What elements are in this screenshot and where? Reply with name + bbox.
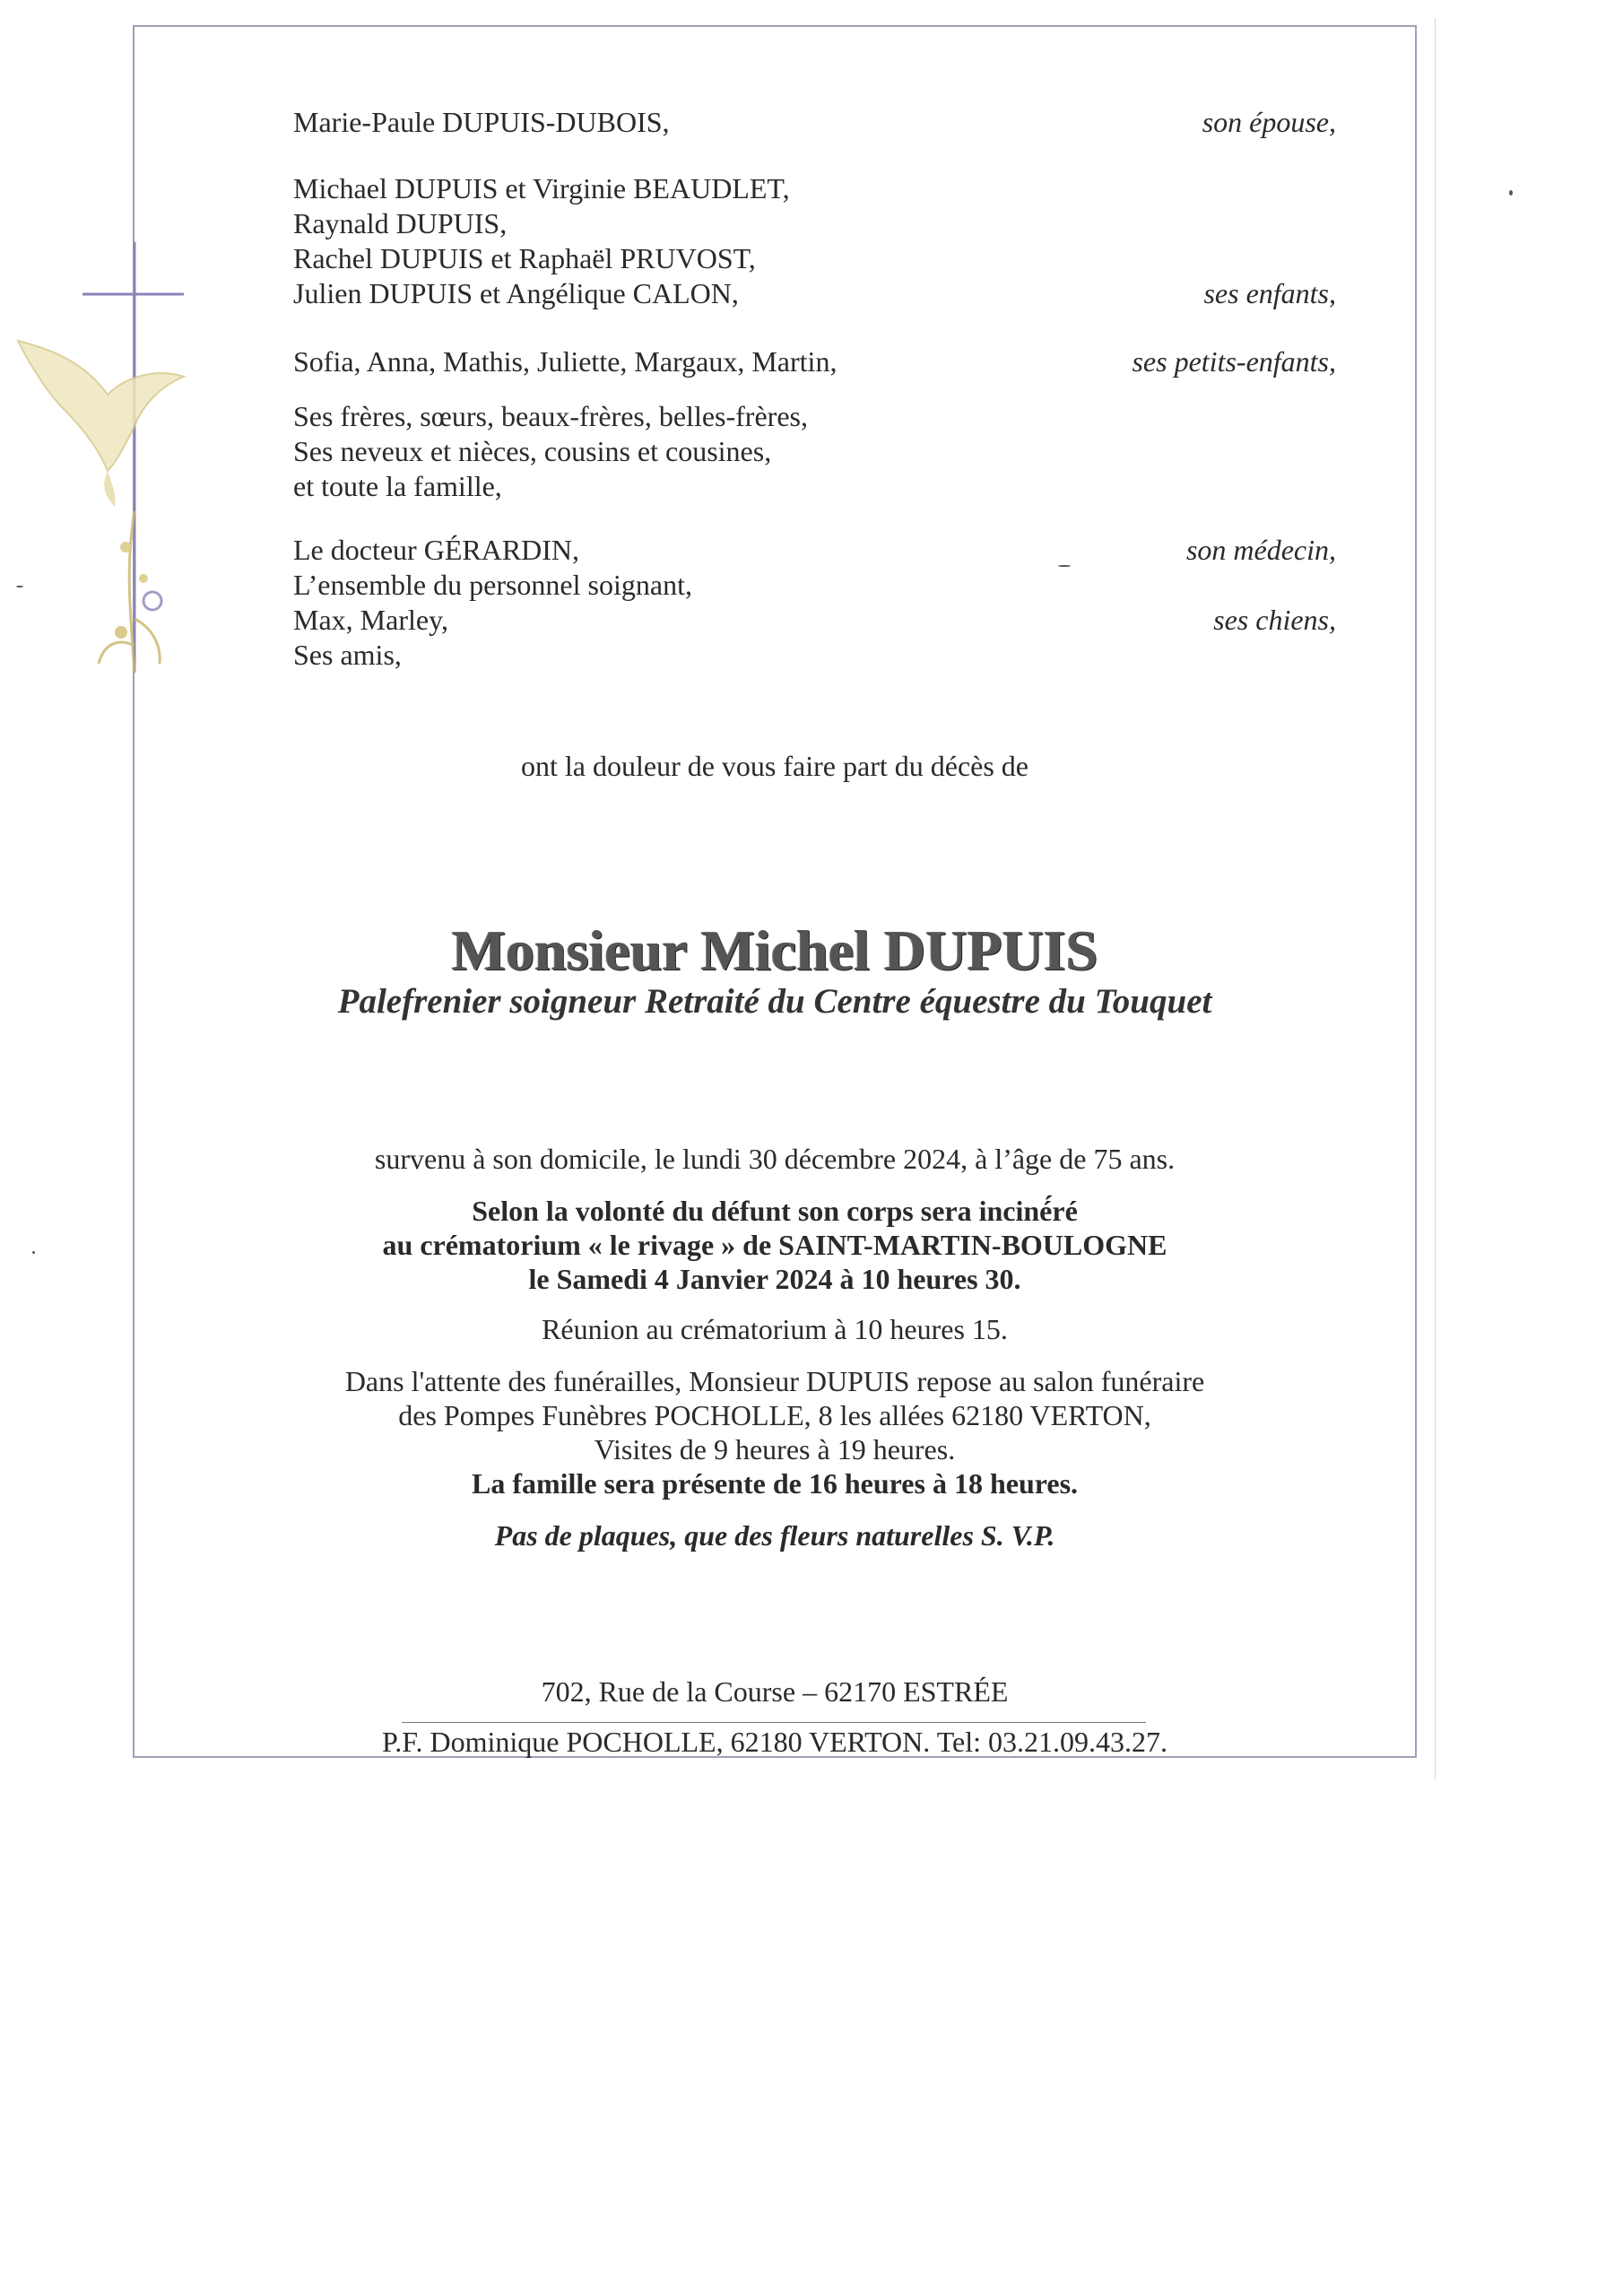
- doctor: Le docteur GÉRARDIN,: [293, 534, 580, 566]
- announcement-text: ont la douleur de vous faire part du décès de: [520, 750, 1028, 782]
- child-2: Raynald DUPUIS,: [293, 207, 508, 239]
- rest-line-1: Dans l'attente des funérailles, Monsieur DUPUIS repose au salon funéraire: [344, 1365, 1205, 1397]
- cremation-line-3: le Samedi 4 Janvier 2024 à 10 heures 30.: [528, 1263, 1021, 1295]
- flowers-note: Pas de plaques, que des fleurs naturelles S. V.P.: [494, 1519, 1055, 1552]
- grandchildren: Sofia, Anna, Mathis, Juliette, Margaux, Martin,: [293, 345, 838, 378]
- child-3: Rachel DUPUIS et Raphaël PRUVOST,: [293, 242, 756, 274]
- scan-speck: [1058, 565, 1071, 567]
- rest-line-2: des Pompes Funèbres POCHOLLE, 8 les allées 62180 VERTON,: [398, 1399, 1151, 1431]
- child-4: Julien DUPUIS et Angélique CALON,: [293, 277, 739, 309]
- relatives-1: Ses frères, sœurs, beaux-frères, belles-frères,: [293, 400, 808, 432]
- scan-speck: [32, 1251, 35, 1254]
- scan-speck: [1509, 190, 1513, 196]
- spouse-role: son épouse,: [1202, 106, 1336, 138]
- meeting-time: Réunion au crématorium à 10 heures 15.: [542, 1313, 1008, 1345]
- grandchildren-role: ses petits-enfants,: [1132, 345, 1336, 378]
- death-details: survenu à son domicile, le lundi 30 décembre 2024, à l’âge de 75 ans.: [374, 1143, 1176, 1175]
- cremation-line-1: Selon la volonté du défunt son corps sera inciné́ré: [472, 1195, 1078, 1227]
- cremation-line-2: au crématorium « le rivage » de SAINT-MARTIN-BOULOGNE: [382, 1229, 1167, 1261]
- friends: Ses amis,: [293, 639, 402, 671]
- cross-icon: [82, 242, 184, 673]
- funeral-home-info: P.F. Dominique POCHOLLE, 62180 VERTON. Tel: 03.21.09.43.27.: [382, 1726, 1167, 1758]
- child-1: Michael DUPUIS et Virginie BEAUDLET,: [293, 172, 790, 204]
- doctor-role: son médecin,: [1185, 534, 1336, 566]
- cross-dove-decoration: [0, 224, 206, 691]
- family-presence: La famille sera présente de 16 heures à 18 heures.: [471, 1467, 1079, 1500]
- deceased-name: Monsieur Michel DUPUIS: [451, 918, 1098, 982]
- relatives-3: et toute la famille,: [293, 470, 502, 502]
- relatives-2: Ses neveux et nièces, cousins et cousines,: [293, 435, 772, 467]
- flower-branch-icon: [99, 511, 161, 673]
- rest-line-3: Visites de 9 heures à 19 heures.: [594, 1433, 956, 1465]
- spouse-name: Marie-Paule DUPUIS-DUBOIS,: [293, 106, 670, 138]
- dove-icon: [18, 341, 184, 507]
- home-address: 702, Rue de la Course – 62170 ESTRÉE: [541, 1675, 1009, 1708]
- deceased-occupation: Palefrenier soigneur Retraité du Centre équestre du Touquet: [337, 982, 1212, 1021]
- dogs-role: ses chiens,: [1213, 604, 1336, 636]
- footer-divider: [402, 1722, 1146, 1723]
- page-edge-shadow: [1435, 18, 1436, 1780]
- scan-speck: [16, 586, 23, 587]
- children-role: ses enfants,: [1203, 277, 1336, 309]
- care-staff: L’ensemble du personnel soignant,: [293, 569, 692, 601]
- dogs: Max, Marley,: [293, 604, 448, 636]
